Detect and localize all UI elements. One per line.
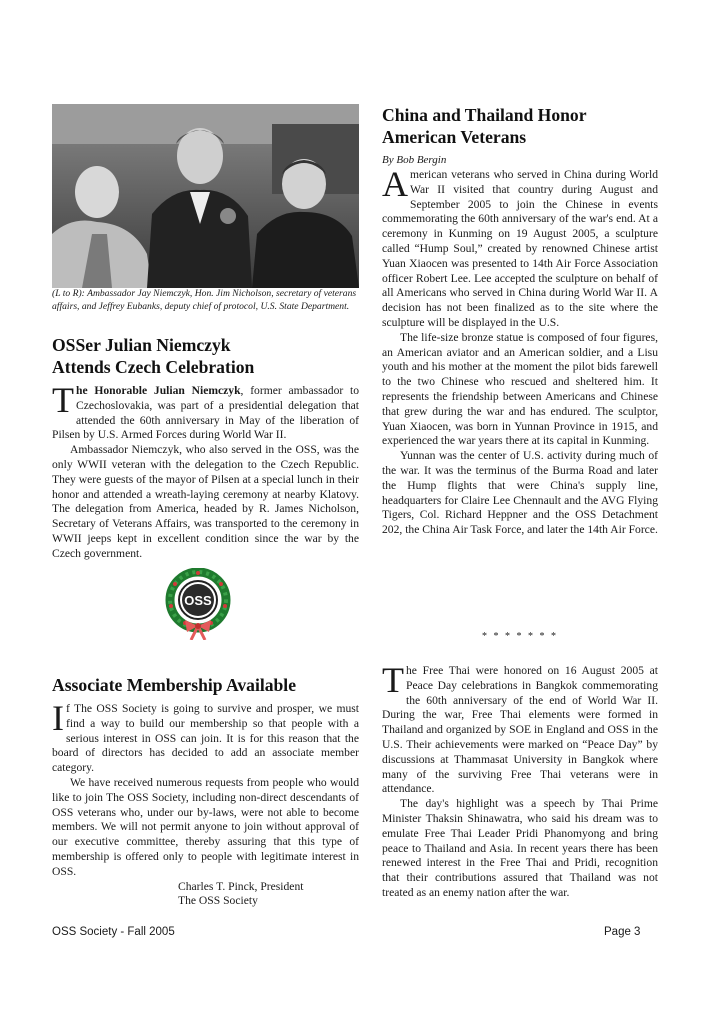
china-title-line2: American Veterans xyxy=(382,127,527,147)
footer-publication: OSS Society - Fall 2005 xyxy=(52,926,175,938)
drop-cap: T xyxy=(382,660,404,700)
niemczyk-p1-text: , former ambassador to Czechoslovakia, was part of a presidential delegation that attended the 60th anniversary in May of the liberation of Pilsen by U.S. Armed Forces during World War II. xyxy=(52,384,359,442)
niemczyk-article xyxy=(52,334,359,562)
niemczyk-paragraph-2: Ambassador Niemczyk, who also served in the OSS, was the only WWII veteran with the delegation to the Czech Republic. They were guests of the mayor of Pilsen at a special lunch in their honor and attended a wreath-laying ceremony at nearby Klatovy. The delegation from America, headed by R. James Nicholson, Secretary of Veterans Affairs, was transported to the ceremony in WWII jeeps kept in excellent condition since the war by the Czech government. xyxy=(52,443,359,560)
photo-caption: (L to R): Ambassador Jay Niemczyk, Hon. Jim Nicholson, secretary of veterans affairs, and Jeffrey Eubanks, deputy chief of protocol, U.S. State Department. xyxy=(52,288,357,312)
drop-cap: T xyxy=(52,380,74,420)
china-paragraph-3: Yunnan was the center of U.S. activity during much of the war. It was the terminus of the Burma Road and later the Hump flights that were China's supply line, headquarters for Claire Lee Chennault and the AVG Flying Tigers, Col. Richard Heppner and the OSS Detachment 202, the China Air Task Force, and later the 14th Air Force. xyxy=(382,449,658,537)
niemczyk-paragraph-1 xyxy=(52,380,359,443)
signature-org: The OSS Society xyxy=(178,894,258,908)
china-p1-text: merican veterans who served in China during World War II visited that country during August and September 2005 to join the Chinese in events commemorating the 60th anniversary of the war's end. At a ceremony in Kunming on 19 August 2005, a sculpture called “Hump Soul,” created by renowned Chinese artist Yuan Xiaocen was presented to 14th Air Force Association officer Robert Lee. Lee accepted the sculpture on behalf of all Americans who served in China during World War II. A decision has not been finalized as to the site where the sculpture will be displayed in the U.S. xyxy=(382,168,658,329)
footer-page-number: Page 3 xyxy=(604,926,641,938)
thai-paragraph-2: The day's highlight was a speech by Thai Prime Minister Thaksin Shinawatra, who said his dream was to emulate Free Thai Leader Pridi Phanomyong and bring peace to Thailand and Asia. In recent years there has been renewed interest in the Free Thai and Pridi, recognition that their contributions assured that Thailand was not treated as an enemy nation after the war. xyxy=(382,797,658,899)
drop-cap: A xyxy=(382,164,408,204)
membership-paragraph-2: We have received numerous requests from people who would like to join The OSS Society, including non-direct descendants of OSS veterans who, under our by-laws, were not able to become members. We will not permit anyone to join without approval of our executive committee, thereby assuring that this type of membership is offered only to people with legitimate interest in OSS. xyxy=(52,775,359,878)
thai-paragraph-1 xyxy=(382,660,658,797)
oss-wreath-icon xyxy=(163,568,233,638)
china-paragraph-2: The life-size bronze statue is composed of four figures, an American aviator and an American soldier, and a Lisu youth and his mother at the moment the pilot bids farewell to the two Chinese who rescued and sheltered him. It represents the friendship between Americans and Chinese that grew during the war and has endured. The sculptor, Yuan Xiaocen, was born in Yunnan Province in 1915, and experienced the war years there at its capital in Kunming. xyxy=(382,330,658,448)
drop-cap: I xyxy=(52,698,64,738)
china-article xyxy=(382,104,658,538)
membership-title: Associate Membership Available xyxy=(52,675,297,695)
membership-paragraph-1 xyxy=(52,698,359,776)
membership-p1-text: f The OSS Society is going to survive and prosper, we must find a way to build our membership so that people with a serious interest in OSS can join. It is for this reason that the board of directors has decided to add an associate member category. xyxy=(52,702,359,775)
thai-p1-text: he Free Thai were honored on 16 August 2005 at Peace Day celebrations in Bangkok commemorating the 60th anniversary of the end of World War II. During the war, Free Thai elements were formed in Thailand and organized by SOE in England and OSS in the U.S. Their achievements were marked on “Peace Day” by discussions at Thammasat University in Bangkok where many of the surviving Free Thai veterans were in attendance. xyxy=(382,664,658,796)
niemczyk-title-line2: Attends Czech Celebration xyxy=(52,357,255,377)
china-paragraph-1 xyxy=(382,164,658,331)
signature-name: Charles T. Pinck, President xyxy=(178,879,304,893)
thai-article xyxy=(382,660,658,901)
article-photo xyxy=(52,104,359,288)
membership-article xyxy=(52,674,359,909)
section-separator: * * * * * * * xyxy=(482,631,558,642)
byline: By Bob Bergin xyxy=(382,154,447,166)
niemczyk-name-bold: he Honorable Julian Niemczyk xyxy=(76,384,241,397)
niemczyk-title-line1: OSSer Julian Niemczyk xyxy=(52,335,231,355)
three-men-photo xyxy=(52,104,359,288)
wreath-logo-text: OSS xyxy=(184,593,212,608)
china-title-line1: China and Thailand Honor xyxy=(382,105,587,125)
